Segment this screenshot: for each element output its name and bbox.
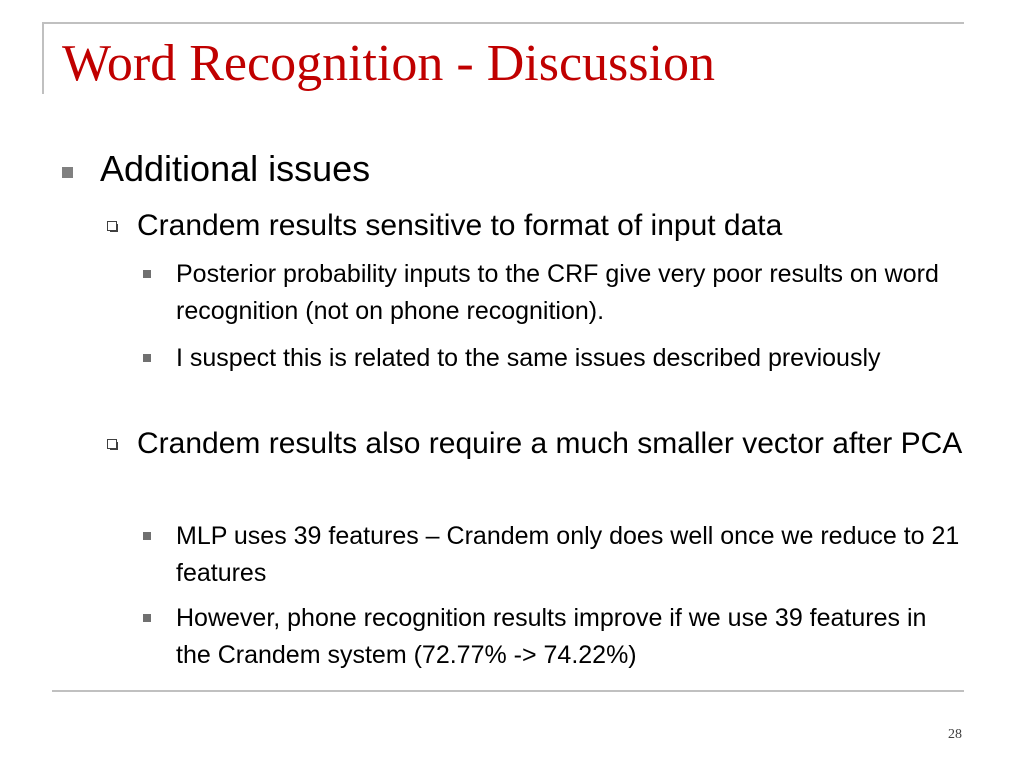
bullet-level1-additional-issues: Additional issues xyxy=(100,148,371,189)
bullet-text: However, phone recognition results improve if we use 39 features in the Crandem system (72.77% -> 74.22%) xyxy=(176,604,927,669)
square-bullet-icon xyxy=(143,614,151,622)
bullet-level3-related-issues xyxy=(176,340,966,377)
bullet-level3-posterior-inputs xyxy=(176,256,966,330)
slide-frame-left-rule xyxy=(42,22,44,94)
slide-title: Word Recognition - Discussion xyxy=(62,35,715,92)
bullet-text: Crandem results sensitive to format of input data xyxy=(137,209,783,242)
bullet-level3-mlp-features xyxy=(176,518,966,592)
slide-number: 28 xyxy=(948,727,962,742)
bullet-level2-format-sensitivity xyxy=(137,206,967,246)
bullet-level3-phone-recognition xyxy=(176,600,966,674)
slide-footer-rule xyxy=(52,690,964,692)
square-bullet-icon xyxy=(143,532,151,540)
bullet-text: MLP uses 39 features – Crandem only does well once we reduce to 21 features xyxy=(176,522,960,587)
slide-frame-top-rule xyxy=(42,22,964,24)
bullet-text: Posterior probability inputs to the CRF give very poor results on word recognition (not on phone recognition). xyxy=(176,260,939,325)
square-bullet-icon xyxy=(143,354,151,362)
square-bullet-icon xyxy=(143,270,151,278)
hollow-square-bullet-icon xyxy=(107,221,117,231)
bullet-text: Crandem results also require a much smaller vector after PCA xyxy=(137,427,963,460)
bullet-level2-smaller-vector xyxy=(137,424,967,464)
bullet-text: I suspect this is related to the same issues described previously xyxy=(176,344,881,372)
square-bullet-icon xyxy=(62,167,73,178)
hollow-square-bullet-icon xyxy=(107,439,117,449)
